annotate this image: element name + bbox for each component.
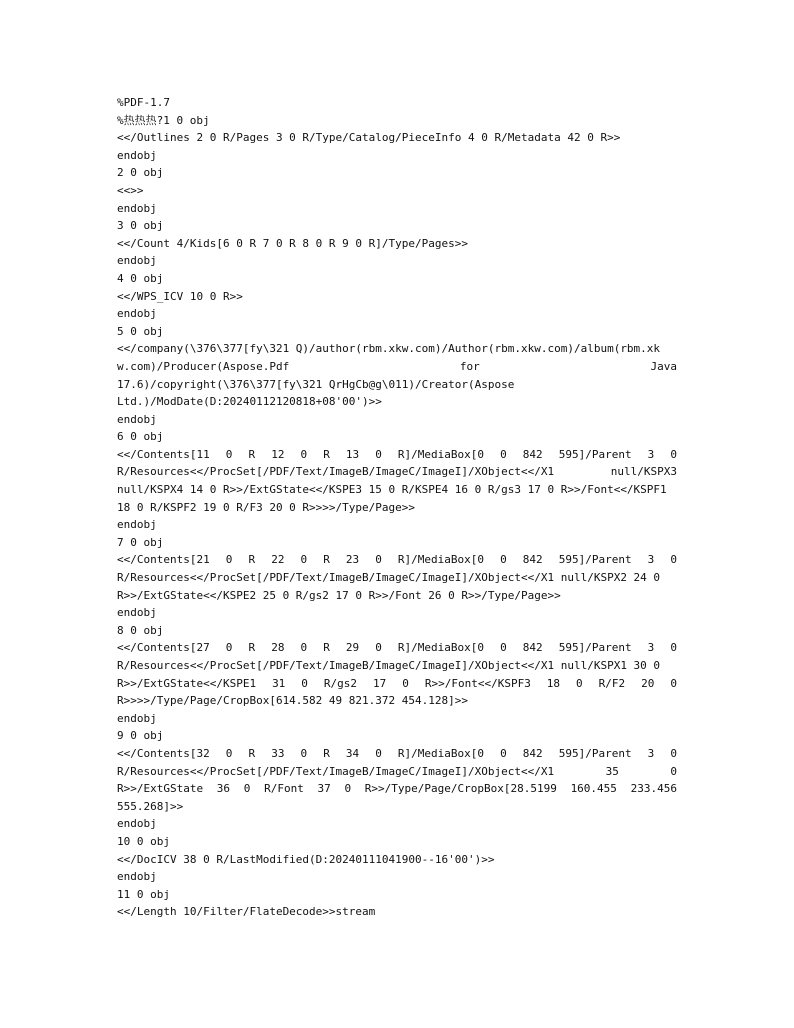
text-line: R/Resources<</ProcSet[/PDF/Text/ImageB/ImageC/ImageI]/XObject<</X1 null/KSPX2 24 0 [117,571,661,585]
text-line: R/Resources<</ProcSet[/PDF/Text/ImageB/ImageC/ImageI]/XObject<</X1 35 0 [117,764,677,778]
text-line: 10 0 obj [117,834,170,848]
text-line: 4 0 obj [117,271,164,285]
text-line: R/Resources<</ProcSet[/PDF/Text/ImageB/ImageC/ImageI]/XObject<</X1 null/KSPX3 [117,465,677,479]
text-line: 5 0 obj [117,324,164,338]
text-line: 18 0 R/KSPF2 19 0 R/F3 20 0 R>>>>/Type/Page>> [117,500,416,514]
text-line: endobj [117,870,157,884]
text-line: w.com)/Producer(Aspose.Pdf for Java [117,359,677,373]
text-line: R>>/ExtGState<</KSPE2 25 0 R/gs2 17 0 R>>/Font 26 0 R>>/Type/Page>> [117,588,561,602]
text-line: <</Outlines 2 0 R/Pages 3 0 R/Type/Catalog/PieceInfo 4 0 R/Metadata 42 0 R>> [117,131,621,145]
text-line: 7 0 obj [117,535,164,549]
pdf-source-text [117,94,677,921]
text-line: <</DocICV 38 0 R/LastModified(D:20240111041900--16'00')>> [117,852,495,866]
text-line: endobj [117,817,157,831]
text-line: endobj [117,201,157,215]
text-line: 8 0 obj [117,623,164,637]
text-line: 17.6)/copyright(\376\377[fy\321 QrHgCb@g\011)/Creator(Aspose [117,377,515,391]
text-line: R>>/ExtGState<</KSPE1 31 0 R/gs2 17 0 R>>/Font<</KSPF3 18 0 R/F2 20 0 [117,676,677,690]
text-line: R/Resources<</ProcSet[/PDF/Text/ImageB/ImageC/ImageI]/XObject<</X1 null/KSPX1 30 0 [117,659,661,672]
text-line: <</Contents[11 0 R 12 0 R 13 0 R]/MediaBox[0 0 842 595]/Parent 3 0 [117,447,677,461]
text-line: R>>/ExtGState 36 0 R/Font 37 0 R>>/Type/Page/CropBox[28.5199 160.455 233.456 [117,782,677,796]
text-line: 3 0 obj [117,219,164,233]
text-line: <<>> [117,183,144,197]
text-line: endobj [117,518,157,532]
text-line: endobj [117,606,157,620]
text-line: endobj [117,711,157,725]
text-line: %热热热?1 0 obj [117,113,210,127]
text-line: %PDF-1.7 [117,96,170,109]
text-line: 2 0 obj [117,166,164,180]
text-line: endobj [117,412,157,426]
text-line: <</company(\376\377[fy\321 Q)/author(rbm.xkw.com)/Author(rbm.xkw.com)/album(rbm.xk [117,342,661,356]
text-line: <</Contents[27 0 R 28 0 R 29 0 R]/MediaBox[0 0 842 595]/Parent 3 0 [117,641,677,655]
text-line: <</Length 10/Filter/FlateDecode>>stream [117,905,376,919]
text-line: 11 0 obj [117,887,170,901]
text-line: endobj [117,148,157,162]
text-line: R>>>>/Type/Page/CropBox[614.582 49 821.372 454.128]>> [117,694,468,708]
text-line: <</Contents[32 0 R 33 0 R 34 0 R]/MediaBox[0 0 842 595]/Parent 3 0 [117,746,677,760]
text-line: 6 0 obj [117,430,164,444]
text-line: endobj [117,254,157,268]
text-line: <</WPS_ICV 10 0 R>> [117,289,243,303]
text-line: <</Count 4/Kids[6 0 R 7 0 R 8 0 R 9 0 R]/Type/Pages>> [117,236,468,250]
text-line: endobj [117,307,157,321]
text-line: <</Contents[21 0 R 22 0 R 23 0 R]/MediaBox[0 0 842 595]/Parent 3 0 [117,553,677,567]
text-line: 9 0 obj [117,729,164,743]
text-line: 555.268]>> [117,799,184,813]
text-line: null/KSPX4 14 0 R>>/ExtGState<</KSPE3 15 0 R/KSPE4 16 0 R/gs3 17 0 R>>/Font<</KSPF1 [117,483,667,497]
text-line: Ltd.)/ModDate(D:20240112120818+08'00')>> [117,395,382,409]
